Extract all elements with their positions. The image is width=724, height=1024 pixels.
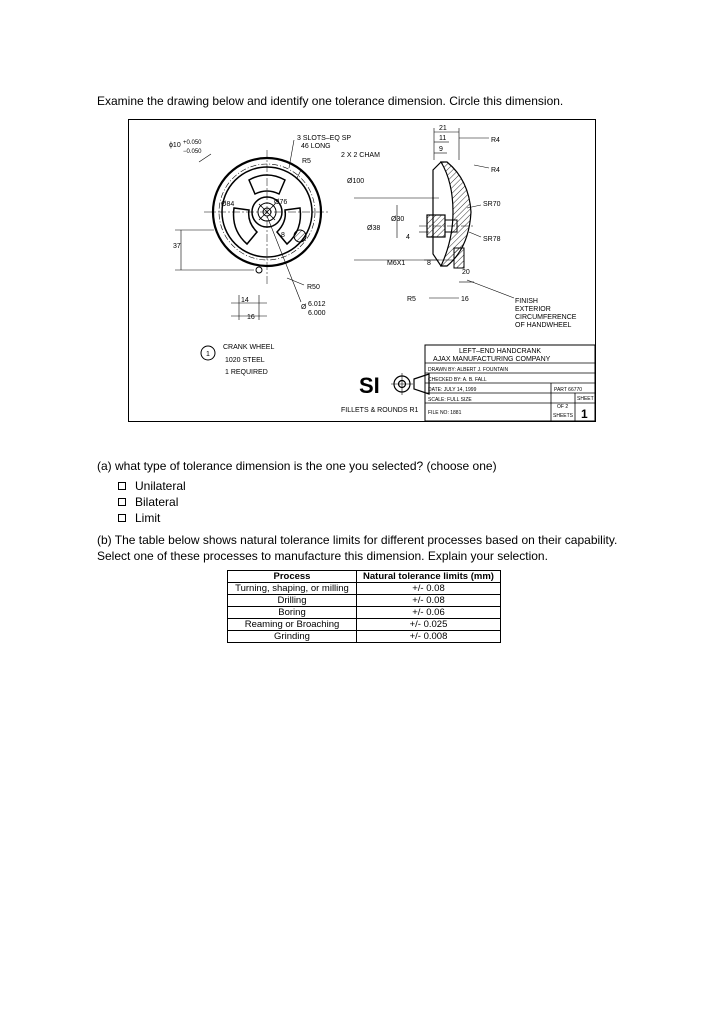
table-row bbox=[228, 631, 501, 643]
question-b-line2: Select one of these processes to manufacture this dimension. Explain your selection. bbox=[97, 549, 548, 563]
process-cell: Reaming or Broaching bbox=[228, 619, 357, 631]
tb-file: FILE NO: 1881 bbox=[428, 410, 462, 416]
header-limits: Natural tolerance limits (mm) bbox=[357, 571, 501, 583]
bore-dia-label: Ø bbox=[301, 304, 307, 311]
engineering-drawing bbox=[128, 119, 596, 422]
tb-title: LEFT–END HANDCRANK bbox=[459, 348, 542, 355]
option-label: Bilateral bbox=[135, 495, 179, 509]
limit-cell: +/- 0.08 bbox=[357, 595, 501, 607]
n16-left-label: 16 bbox=[247, 314, 255, 321]
n21-label: 21 bbox=[439, 125, 447, 132]
d100-label: Ø100 bbox=[347, 178, 365, 185]
n14-label: 14 bbox=[241, 297, 249, 304]
tb-checked: CHECKED BY: A. B. FALL bbox=[428, 377, 487, 383]
process-table bbox=[227, 570, 501, 643]
handle-hole bbox=[256, 267, 262, 273]
answer-options bbox=[118, 478, 186, 526]
fillets-note: FILLETS & ROUNDS R1 bbox=[341, 407, 419, 414]
question-a: (a) what type of tolerance dimension is the one you selected? (choose one) bbox=[97, 459, 497, 473]
chamfer-label: 2 X 2 CHAM bbox=[341, 152, 380, 159]
option-label: Limit bbox=[135, 511, 161, 525]
tol-minus-label: −0.050 bbox=[183, 149, 202, 155]
sr78-label: SR78 bbox=[483, 236, 501, 243]
tol-dia-label: ϕ10 bbox=[169, 142, 181, 149]
process-cell: Grinding bbox=[228, 631, 357, 643]
d76-label: Ø76 bbox=[274, 199, 288, 206]
process-cell: Boring bbox=[228, 607, 357, 619]
n9-label: 9 bbox=[439, 146, 443, 153]
tb-company: AJAX MANUFACTURING COMPANY bbox=[433, 356, 551, 363]
slots-label-1: 3 SLOTS–EQ SP bbox=[297, 135, 352, 142]
bore-hi-label: 6.012 bbox=[308, 301, 326, 308]
process-cell: Drilling bbox=[228, 595, 357, 607]
finish-label-4: OF HANDWHEEL bbox=[515, 322, 572, 329]
tb-date: DATE: JULY 14, 1999 bbox=[428, 387, 477, 393]
n8-front-label: 8 bbox=[281, 232, 285, 239]
finish-label-2: EXTERIOR bbox=[515, 306, 551, 313]
n37-label: 37 bbox=[173, 243, 181, 250]
d84-label: Ø84 bbox=[221, 201, 235, 208]
process-cell: Turning, shaping, or milling bbox=[228, 583, 357, 595]
tb-sheet-num: 1 bbox=[581, 407, 588, 421]
limit-cell: +/- 0.06 bbox=[357, 607, 501, 619]
slot-left bbox=[234, 208, 257, 244]
tb-scale: SCALE: FULL SIZE bbox=[428, 397, 472, 403]
limit-cell: +/- 0.08 bbox=[357, 583, 501, 595]
table-row bbox=[228, 583, 501, 595]
part-qty: 1 REQUIRED bbox=[225, 369, 268, 376]
tb-sheets: SHEETS bbox=[553, 413, 574, 419]
finish-label-1: FINISH bbox=[515, 298, 538, 305]
checkbox-icon[interactable] bbox=[118, 482, 126, 490]
table-row bbox=[228, 619, 501, 631]
n20-label: 20 bbox=[462, 269, 470, 276]
drawing-svg bbox=[129, 120, 595, 421]
finish-label-3: CIRCUMFERENCE bbox=[515, 314, 577, 321]
table-row bbox=[228, 595, 501, 607]
tol-plus-label: +0.050 bbox=[183, 140, 202, 146]
n4-label: 4 bbox=[406, 234, 410, 241]
d38-label: Ø38 bbox=[367, 225, 381, 232]
limit-cell: +/- 0.025 bbox=[357, 619, 501, 631]
header-process: Process bbox=[228, 571, 357, 583]
bore-lo-label: 6.000 bbox=[308, 310, 326, 317]
sr70-label: SR70 bbox=[483, 201, 501, 208]
question-b-line1: (b) The table below shows natural tolerance limits for different processes based on their capability. bbox=[97, 533, 618, 547]
part-name: CRANK WHEEL bbox=[223, 344, 275, 351]
checkbox-icon[interactable] bbox=[118, 498, 126, 506]
boss bbox=[294, 230, 306, 242]
si-mark: SI bbox=[359, 373, 380, 398]
r50-label: R50 bbox=[307, 284, 320, 291]
option-bilateral[interactable] bbox=[118, 494, 186, 510]
d30-label: Ø30 bbox=[391, 216, 405, 223]
limit-cell: +/- 0.008 bbox=[357, 631, 501, 643]
r5-top-label: R5 bbox=[302, 158, 311, 165]
tb-drawn: DRAWN BY: ALBERT J. FOUNTAIN bbox=[428, 367, 509, 373]
table-row bbox=[228, 607, 501, 619]
part-material: 1020 STEEL bbox=[225, 357, 265, 364]
tb-sheet: SHEET bbox=[577, 396, 594, 402]
r4-b-label: R4 bbox=[491, 167, 500, 174]
option-label: Unilateral bbox=[135, 479, 186, 493]
instructions: Examine the drawing below and identify one tolerance dimension. Circle this dimension. bbox=[97, 94, 564, 108]
handle-section bbox=[454, 248, 464, 268]
front-view bbox=[175, 140, 329, 320]
table-header-row bbox=[228, 571, 501, 583]
tb-of2: OF 2 bbox=[557, 404, 569, 410]
part-number: 1 bbox=[206, 351, 210, 358]
slots-label-2: 46 LONG bbox=[301, 143, 331, 150]
checkbox-icon[interactable] bbox=[118, 514, 126, 522]
projection-symbol-icon bbox=[391, 373, 429, 395]
n16-right-label: 16 bbox=[461, 296, 469, 303]
r5-bottom-label: R5 bbox=[407, 296, 416, 303]
tb-part: PART 66770 bbox=[554, 387, 583, 393]
m6-label: M6X1 bbox=[387, 260, 406, 267]
option-unilateral[interactable] bbox=[118, 478, 186, 494]
n11-label: 11 bbox=[439, 135, 447, 142]
n8-side-label: 8 bbox=[427, 260, 431, 267]
option-limit[interactable] bbox=[118, 510, 186, 526]
r4-a-label: R4 bbox=[491, 137, 500, 144]
